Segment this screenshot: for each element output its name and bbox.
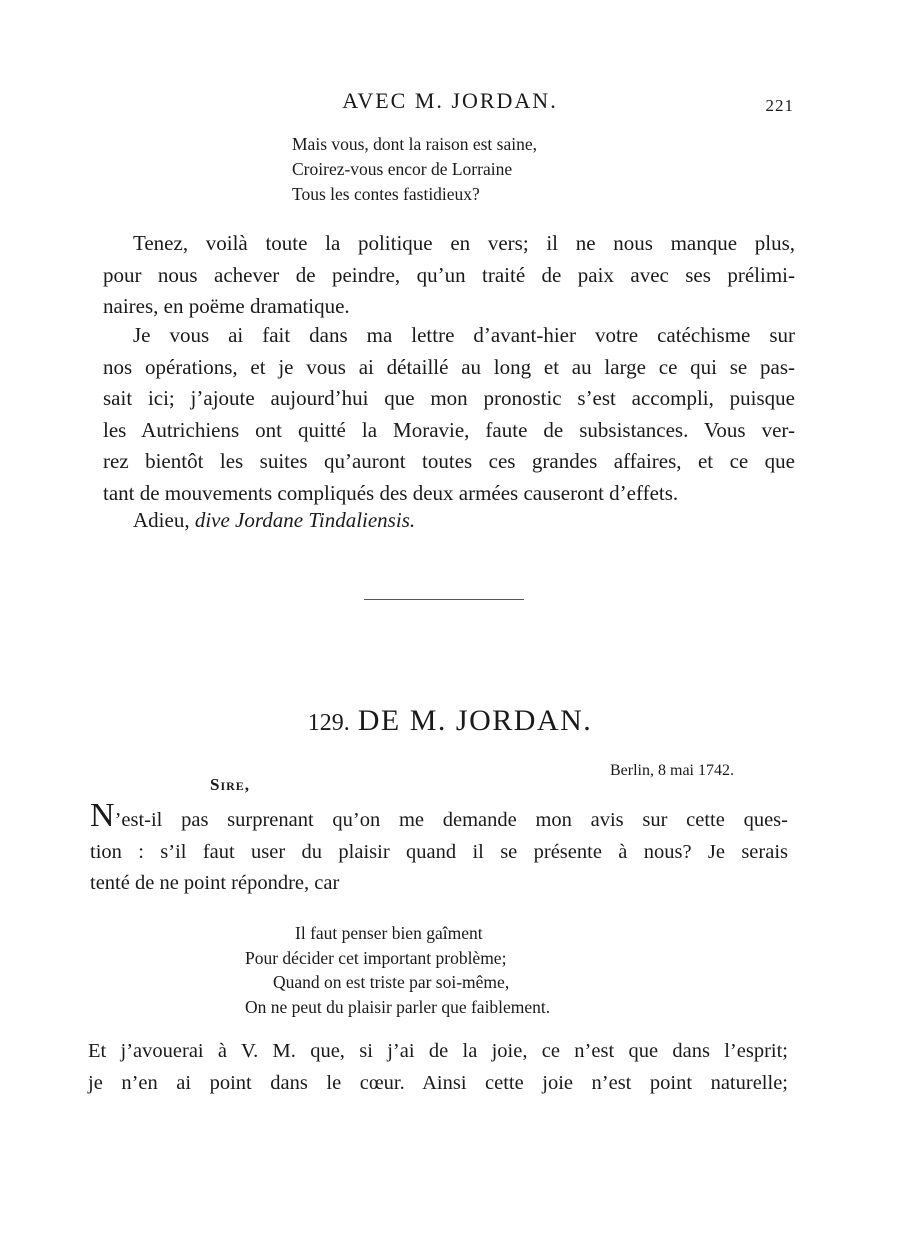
text-line: je n’en ai point dans le cœur. Ainsi cette joie n’est point naturelle; bbox=[88, 1071, 788, 1094]
verse-line: Croirez-vous encor de Lorraine bbox=[292, 159, 513, 179]
page-number: 221 bbox=[765, 96, 794, 115]
verse-top bbox=[292, 132, 537, 207]
section-separator bbox=[364, 599, 524, 600]
text-line: sait ici; j’ajoute aujourd’hui que mon pronostic s’est accompli, puisque bbox=[103, 386, 795, 410]
text-line: Et j’avouerai à V. M. que, si j’ai de la joie, ce n’est que dans l’esprit; bbox=[88, 1040, 788, 1062]
salutation: Sire, bbox=[210, 775, 251, 794]
letter-heading bbox=[0, 704, 900, 738]
verse-middle bbox=[245, 921, 550, 1019]
first-line-text: ’est-il pas surprenant qu’on me demande mon avis sur cette ques- bbox=[114, 809, 788, 831]
letter-body-continued bbox=[88, 1036, 788, 1099]
drop-cap: N bbox=[90, 797, 115, 834]
paragraph-2 bbox=[103, 320, 795, 509]
text-line: les Autrichiens ont quitté la Moravie, faute de subsistances. Vous ver- bbox=[103, 417, 795, 442]
verse-line: Il faut penser bien gaîment bbox=[295, 923, 483, 943]
closing-line bbox=[133, 508, 415, 533]
text-line: nos opérations, et je vous ai détaillé au long et au large ce qui se pas- bbox=[103, 354, 795, 379]
text-line: tant de mouvements compliqués des deux armées causeront d’effets. bbox=[103, 480, 679, 505]
letter-body bbox=[90, 797, 788, 900]
letter-number: 129. bbox=[307, 710, 350, 736]
text-line: rez bientôt les suites qu’auront toutes ces grandes affaires, et ce que bbox=[103, 449, 795, 473]
verse-line: Tous les contes fastidieux? bbox=[292, 184, 480, 204]
text-line: Tenez, voilà toute la politique en vers; il ne nous manque plus, bbox=[133, 231, 795, 255]
text-line: tenté de ne point répondre, car bbox=[90, 872, 340, 894]
text-line: Je vous ai fait dans ma lettre d’avant-hier votre catéchisme sur bbox=[133, 323, 795, 347]
verse-line: Quand on est triste par soi-même, bbox=[273, 972, 510, 992]
closing-italic: dive Jordane Tindaliensis. bbox=[194, 508, 416, 532]
letter-title: DE M. JORDAN. bbox=[357, 704, 593, 737]
verse-line: On ne peut du plaisir parler que faiblement. bbox=[245, 996, 551, 1017]
text-line: tion : s’il faut user du plaisir quand il se présente à nous? Je serais bbox=[90, 840, 788, 863]
text-line: pour nous achever de peindre, qu’un traité de paix avec ses prélimi- bbox=[103, 262, 795, 287]
text-line bbox=[90, 797, 788, 837]
running-title: AVEC M. JORDAN. bbox=[342, 88, 558, 113]
text-line: naires, en poëme dramatique. bbox=[103, 294, 350, 318]
verse-line: Pour décider cet important problème; bbox=[245, 947, 507, 968]
paragraph-1 bbox=[103, 228, 795, 323]
closing-prefix: Adieu, bbox=[133, 508, 195, 532]
verse-line: Mais vous, dont la raison est saine, bbox=[292, 134, 537, 154]
dateline: Berlin, 8 mai 1742. bbox=[610, 762, 734, 779]
